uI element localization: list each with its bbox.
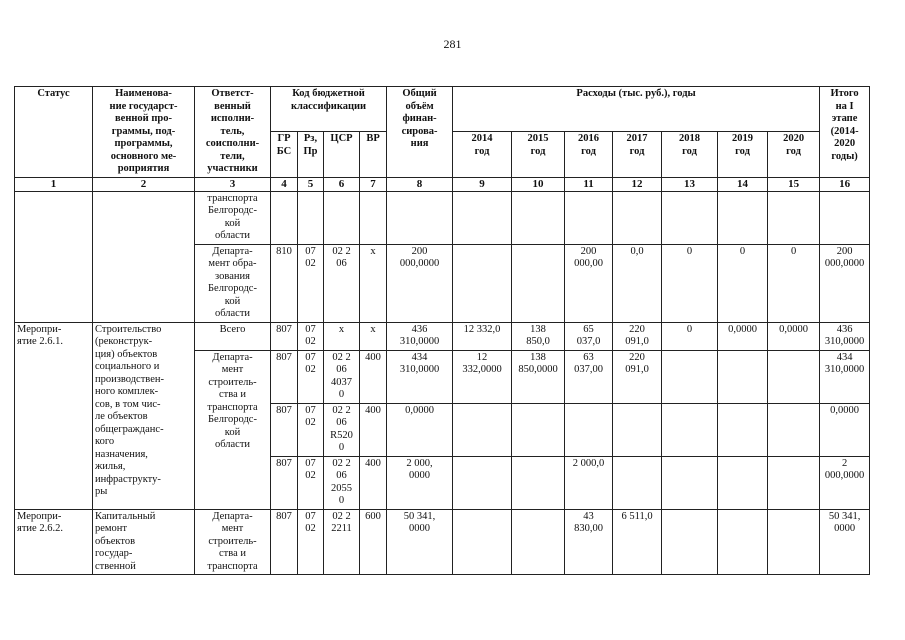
grbs-cell: 807 (271, 456, 298, 509)
responsible-cell: транспорта Белгородс- кой области (195, 191, 271, 244)
year-2018-cell: 0 (662, 244, 718, 322)
header-year-2018: 2018 год (662, 132, 718, 177)
header-total-volume: Общий объём финан- сирова- ния (387, 87, 453, 178)
budget-table (14, 86, 870, 575)
grbs-cell: 807 (271, 322, 298, 350)
vr-cell: х (360, 244, 387, 322)
grbs-cell: 807 (271, 403, 298, 456)
rzpr-cell: 07 02 (298, 244, 324, 322)
header-year-2016: 2016 год (565, 132, 613, 177)
year-2016-cell: 200 000,00 (565, 244, 613, 322)
header-expenses: Расходы (тыс. руб.), годы (453, 87, 820, 132)
csr-cell: 02 2 06 R520 0 (324, 403, 360, 456)
column-number: 8 (387, 177, 453, 191)
vr-cell: 400 (360, 350, 387, 403)
header-budget-code: Код бюджетной классификации (271, 87, 387, 132)
header-row-1 (15, 87, 870, 132)
year-2014-cell: 12 332,0000 (453, 350, 512, 403)
stage-total-cell: 436 310,0000 (820, 322, 870, 350)
name-cell: Капитальный ремонт объектов государ- ственной (93, 509, 195, 575)
year-2017-cell: 6 511,0 (613, 509, 662, 575)
responsible-cell: Департа- мент строитель- ства и транспорта (195, 509, 271, 575)
year-2016-cell: 2 000,0 (565, 456, 613, 509)
header-rzpr: Рз, Пр (298, 132, 324, 177)
header-stage-total: Итого на I этапе (2014- 2020 годы) (820, 87, 870, 178)
rzpr-cell: 07 02 (298, 509, 324, 575)
column-number: 7 (360, 177, 387, 191)
grbs-cell: 807 (271, 509, 298, 575)
year-2016-cell: 43 830,00 (565, 509, 613, 575)
header-status: Статус (15, 87, 93, 178)
stage-total-cell: 50 341, 0000 (820, 509, 870, 575)
vr-cell: 600 (360, 509, 387, 575)
year-2018-cell: 0 (662, 322, 718, 350)
csr-cell: 02 2 06 2055 0 (324, 456, 360, 509)
rzpr-cell: 07 02 (298, 403, 324, 456)
year-2019-cell: 0,0000 (718, 322, 768, 350)
column-number: 12 (613, 177, 662, 191)
column-number: 5 (298, 177, 324, 191)
year-2020-cell: 0 (768, 244, 820, 322)
column-number: 9 (453, 177, 512, 191)
year-2017-cell: 0,0 (613, 244, 662, 322)
total-cell: 0,0000 (387, 403, 453, 456)
header-csr: ЦСР (324, 132, 360, 177)
total-cell: 2 000, 0000 (387, 456, 453, 509)
column-number: 4 (271, 177, 298, 191)
header-grbs: ГР БС (271, 132, 298, 177)
header-vr: ВР (360, 132, 387, 177)
status-cell: Меропри- ятие 2.6.2. (15, 509, 93, 575)
csr-cell: 02 2 06 (324, 244, 360, 322)
stage-total-cell: 2 000,0000 (820, 456, 870, 509)
header-year-2019: 2019 год (718, 132, 768, 177)
responsible-cell: Департа- мент строитель- ства и транспорта Белгородс- кой области (195, 350, 271, 509)
responsible-cell: Департа- мент обра- зования Белгородс- кой области (195, 244, 271, 322)
total-cell: 50 341, 0000 (387, 509, 453, 575)
year-2014-cell: 12 332,0 (453, 322, 512, 350)
vr-cell: х (360, 322, 387, 350)
column-number: 16 (820, 177, 870, 191)
header-year-2014: 2014 год (453, 132, 512, 177)
column-number: 2 (93, 177, 195, 191)
grbs-cell: 807 (271, 350, 298, 403)
column-number: 15 (768, 177, 820, 191)
column-number: 14 (718, 177, 768, 191)
stage-total-cell: 434 310,0000 (820, 350, 870, 403)
column-number: 11 (565, 177, 613, 191)
vr-cell: 400 (360, 456, 387, 509)
header-responsible: Ответст- венный исполни- тель, соисполни- тели, участники (195, 87, 271, 178)
rzpr-cell: 07 02 (298, 350, 324, 403)
year-2016-cell: 65 037,0 (565, 322, 613, 350)
rzpr-cell: 07 02 (298, 456, 324, 509)
year-2017-cell: 220 091,0 (613, 350, 662, 403)
total-cell: 436 310,0000 (387, 322, 453, 350)
header-year-2017: 2017 год (613, 132, 662, 177)
name-cell (93, 191, 195, 322)
page-number: 281 (443, 37, 462, 51)
column-number: 10 (512, 177, 565, 191)
column-number-row (15, 177, 870, 191)
year-2015-cell: 138 850,0000 (512, 350, 565, 403)
header-program-name: Наименова- ние государст- венной про- граммы, под- программы, основного ме- роприятия (93, 87, 195, 178)
header-year-2015: 2015 год (512, 132, 565, 177)
csr-cell: 02 2 2211 (324, 509, 360, 575)
column-number: 3 (195, 177, 271, 191)
csr-cell: 02 2 06 4037 0 (324, 350, 360, 403)
status-cell: Меропри- ятие 2.6.1. (15, 322, 93, 509)
name-cell: Строительство (реконструк- ция) объектов социального и производствен- ного комплек- сов, в том чис- ле объектов общегражданс- кого назначения, жилья, инфраструкту- ры (93, 322, 195, 509)
rzpr-cell: 07 02 (298, 322, 324, 350)
table-row (15, 191, 870, 244)
total-cell: 434 310,0000 (387, 350, 453, 403)
total-cell: 200 000,0000 (387, 244, 453, 322)
csr-cell: х (324, 322, 360, 350)
responsible-cell: Всего (195, 322, 271, 350)
table-row (15, 509, 870, 575)
year-2019-cell: 0 (718, 244, 768, 322)
year-2016-cell: 63 037,00 (565, 350, 613, 403)
column-number: 1 (15, 177, 93, 191)
status-cell (15, 191, 93, 322)
stage-total-cell: 200 000,0000 (820, 244, 870, 322)
stage-total-cell: 0,0000 (820, 403, 870, 456)
year-2017-cell: 220 091,0 (613, 322, 662, 350)
table-row (15, 322, 870, 350)
grbs-cell: 810 (271, 244, 298, 322)
header-year-2020: 2020 год (768, 132, 820, 177)
column-number: 6 (324, 177, 360, 191)
year-2020-cell: 0,0000 (768, 322, 820, 350)
year-2015-cell: 138 850,0 (512, 322, 565, 350)
column-number: 13 (662, 177, 718, 191)
vr-cell: 400 (360, 403, 387, 456)
